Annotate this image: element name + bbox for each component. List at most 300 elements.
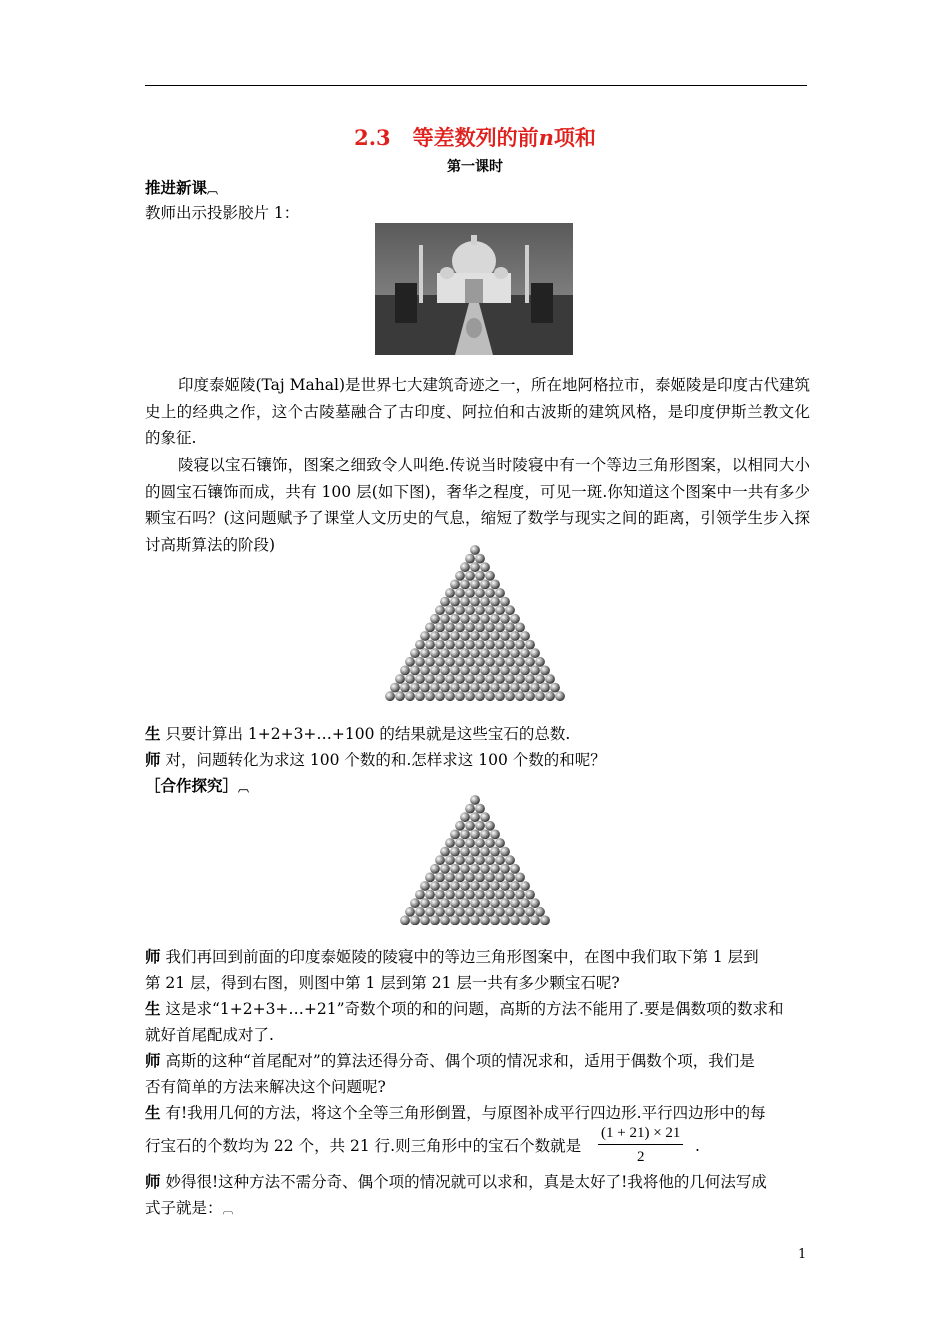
gem-circle [510, 614, 520, 624]
gem-circle [505, 623, 515, 633]
gem-circle [455, 873, 465, 883]
gem-circle [495, 691, 505, 701]
gem-circle [450, 830, 460, 840]
gem-circle [455, 691, 465, 701]
gem-circle [440, 648, 450, 658]
gem-circle [500, 683, 510, 693]
gem-circle [440, 683, 450, 693]
gem-circle [495, 605, 505, 615]
gem-circle [425, 640, 435, 650]
gem-circle [420, 916, 430, 926]
gem-circle [485, 657, 495, 667]
formula-tail: . [695, 1137, 700, 1155]
dialogue-student-3b: 行宝石的个数均为 22 个，共 21 行.则三角形中的宝石个数就是 [145, 1137, 582, 1155]
gem-circle [485, 907, 495, 917]
gem-circle [415, 674, 425, 684]
gem-circle [460, 898, 470, 908]
gem-circle [485, 873, 495, 883]
gem-circle [460, 812, 470, 822]
gem-circle [465, 821, 475, 831]
gem-circle [535, 691, 545, 701]
gem-circle [465, 623, 475, 633]
gem-circle [410, 666, 420, 676]
gem-circle [485, 691, 495, 701]
gem-circle [495, 873, 505, 883]
gem-circle [520, 881, 530, 891]
gem-circle [430, 631, 440, 641]
gem-circle [460, 666, 470, 676]
gem-circle [465, 907, 475, 917]
gem-circle [420, 898, 430, 908]
gem-circle [405, 691, 415, 701]
gem-circle [490, 580, 500, 590]
gem-circle [450, 648, 460, 658]
gem-circle [445, 691, 455, 701]
gem-circle [470, 597, 480, 607]
gem-circle [485, 605, 495, 615]
gem-circle [450, 597, 460, 607]
gem-circle [500, 881, 510, 891]
gem-circle [385, 691, 395, 701]
gem-circle [510, 666, 520, 676]
gem-circle [510, 648, 520, 658]
gem-circle [440, 597, 450, 607]
gem-circle [395, 691, 405, 701]
gem-circle [505, 855, 515, 865]
gem-circle [500, 648, 510, 658]
gem-circle [480, 666, 490, 676]
dialogue-teacher-3b: 否有简单的方法来解决这个问题呢? [145, 1078, 386, 1096]
gem-triangle-large [384, 545, 566, 701]
gem-circle [465, 554, 475, 564]
gem-circle [500, 916, 510, 926]
gem-circle [475, 855, 485, 865]
gem-circle [445, 907, 455, 917]
gem-circle [505, 691, 515, 701]
gem-circle [500, 847, 510, 857]
gem-circle [515, 873, 525, 883]
gem-circle [540, 683, 550, 693]
gem-circle [470, 795, 480, 805]
gem-circle [425, 623, 435, 633]
gem-circle [475, 605, 485, 615]
gem-circle [435, 873, 445, 883]
gem-circle [510, 898, 520, 908]
gem-circle [420, 881, 430, 891]
page-number: 1 [798, 1247, 807, 1262]
gem-circle [460, 614, 470, 624]
gem-circle [505, 674, 515, 684]
gem-circle [435, 907, 445, 917]
gem-circle [435, 691, 445, 701]
gem-circle [525, 657, 535, 667]
gem-circle [480, 881, 490, 891]
gem-circle [415, 657, 425, 667]
gem-circle [515, 623, 525, 633]
gem-circle [430, 881, 440, 891]
gem-circle [465, 571, 475, 581]
gem-circle [500, 631, 510, 641]
gem-circle [395, 674, 405, 684]
gem-circle [420, 666, 430, 676]
gem-circle [480, 614, 490, 624]
gem-circle [465, 657, 475, 667]
dialogue-student-3a: 生 有!我用几何的方法，将这个全等三角形倒置，与原图补成平行四边形.平行四边形中的每 [145, 1103, 766, 1122]
gem-circle [455, 838, 465, 848]
dialogue-teacher-1: 师 对，问题转化为求这 100 个数的和.怎样求这 100 个数的和呢？ [145, 750, 606, 769]
gem-circle [490, 847, 500, 857]
gem-circle [450, 666, 460, 676]
gem-circle [475, 873, 485, 883]
gem-circle [405, 674, 415, 684]
gem-circle [485, 855, 495, 865]
gem-circle [490, 648, 500, 658]
gem-circle [410, 648, 420, 658]
gem-circle [440, 631, 450, 641]
gem-circle [400, 916, 410, 926]
gem-circle [510, 864, 520, 874]
page-subtitle: 第一课时 [447, 159, 503, 175]
gem-circle [465, 855, 475, 865]
gem-circle [455, 907, 465, 917]
gem-circle [545, 691, 555, 701]
gem-circle [450, 916, 460, 926]
gem-circle [465, 640, 475, 650]
formula-fraction [598, 1122, 683, 1169]
gem-triangle-small [399, 795, 551, 925]
gem-circle [405, 657, 415, 667]
paragraph-taj-mahal: 印度泰姬陵(Taj Mahal)是世界七大建筑奇迹之一，所在地阿格拉市，泰姬陵是印度古代建筑史上的经典之作，这个古陵墓融合了古印度、阿拉伯和古波斯的建筑风格，是印度伊斯兰教文化的象征. [145, 376, 810, 447]
gem-circle [520, 648, 530, 658]
gem-circle [470, 683, 480, 693]
gem-circle [535, 907, 545, 917]
gem-circle [470, 881, 480, 891]
gem-circle [530, 666, 540, 676]
gem-circle [515, 890, 525, 900]
gem-circle [480, 597, 490, 607]
gem-circle [510, 683, 520, 693]
gem-circle [470, 614, 480, 624]
gem-circle [460, 597, 470, 607]
gem-circle [430, 648, 440, 658]
gem-circle [500, 898, 510, 908]
gem-circle [530, 648, 540, 658]
gem-circle [515, 640, 525, 650]
gem-circle [475, 838, 485, 848]
gem-circle [475, 821, 485, 831]
gem-circle [520, 631, 530, 641]
gem-circle [455, 821, 465, 831]
gem-circle [500, 666, 510, 676]
gem-circle [445, 640, 455, 650]
gem-circle [505, 640, 515, 650]
section-heading-explore: ［合作探究］︹ [145, 776, 250, 795]
gem-circle [495, 838, 505, 848]
gem-circle [495, 657, 505, 667]
gem-circle [490, 830, 500, 840]
gem-circle [455, 640, 465, 650]
gem-circle [420, 648, 430, 658]
gem-circle [435, 890, 445, 900]
gem-circle [475, 571, 485, 581]
gem-circle [470, 545, 480, 555]
gem-circle [445, 605, 455, 615]
gem-circle [500, 864, 510, 874]
gem-circle [445, 623, 455, 633]
gem-circle [460, 847, 470, 857]
gem-circle [490, 614, 500, 624]
gem-circle [530, 898, 540, 908]
gem-circle [465, 674, 475, 684]
gem-circle [445, 855, 455, 865]
gem-circle [440, 614, 450, 624]
gem-circle [540, 916, 550, 926]
formula-numerator: (1 + 21) × 21 [598, 1122, 683, 1145]
gem-circle [440, 916, 450, 926]
gem-circle [470, 864, 480, 874]
gem-circle [435, 605, 445, 615]
gem-circle [445, 657, 455, 667]
gem-circle [525, 640, 535, 650]
gem-circle [435, 657, 445, 667]
gem-circle [475, 623, 485, 633]
gem-circle [455, 890, 465, 900]
gem-circle [465, 890, 475, 900]
gem-circle [460, 881, 470, 891]
gem-circle [460, 830, 470, 840]
gem-circle [490, 631, 500, 641]
gem-circle [475, 674, 485, 684]
gem-circle [470, 916, 480, 926]
gem-circle [425, 907, 435, 917]
gem-circle [415, 640, 425, 650]
gem-circle [495, 588, 505, 598]
gem-circle [450, 683, 460, 693]
gem-circle [410, 898, 420, 908]
gem-circle [445, 873, 455, 883]
gem-circle [410, 916, 420, 926]
gem-circle [480, 898, 490, 908]
gem-circle [445, 890, 455, 900]
gem-circle [465, 838, 475, 848]
taj-mahal-photo [375, 223, 573, 355]
gem-circle [490, 597, 500, 607]
gem-circle [430, 864, 440, 874]
gem-circle [490, 916, 500, 926]
gem-circle [460, 683, 470, 693]
dialogue-student-2b: 就好首尾配成对了. [145, 1026, 274, 1044]
gem-circle [470, 580, 480, 590]
gem-circle [535, 674, 545, 684]
gem-circle [480, 864, 490, 874]
gem-circle [520, 666, 530, 676]
gem-circle [435, 640, 445, 650]
gem-circle [470, 562, 480, 572]
gem-circle [485, 838, 495, 848]
gem-circle [500, 614, 510, 624]
gem-circle [480, 812, 490, 822]
gem-circle [420, 631, 430, 641]
gem-circle [425, 890, 435, 900]
gem-circle [470, 631, 480, 641]
gem-circle [550, 683, 560, 693]
gem-circle [460, 916, 470, 926]
gem-circle [480, 683, 490, 693]
gem-circle [415, 907, 425, 917]
dialogue-student-1: 生 只要计算出 1+2+3+…+100 的结果就是这些宝石的总数. [145, 724, 571, 743]
gem-circle [450, 881, 460, 891]
gem-circle [520, 898, 530, 908]
header-rule [145, 85, 807, 86]
gem-circle [480, 631, 490, 641]
gem-circle [485, 821, 495, 831]
gem-circle [475, 657, 485, 667]
gem-circle [455, 588, 465, 598]
dialogue-teacher-4a: 师 妙得很!这种方法不需分奇、偶个项的情况就可以求和，真是太好了!我将他的几何法写成 [145, 1172, 767, 1191]
gem-circle [520, 683, 530, 693]
gem-circle [505, 907, 515, 917]
gem-circle [450, 614, 460, 624]
gem-circle [455, 855, 465, 865]
paragraph-gem-pattern: 陵寝以宝石镶饰，图案之细致令人叫绝.传说当时陵寝中有一个等边三角形图案，以相同大小的圆宝石镶饰而成，共有 100 层(如下图)，奢华之程度，可见一斑.你知道这个图案中一共有多少颗宝石吗？(这问题赋予了课堂人文历史的气息，缩短了数学与现实之间的距离，引领学生步入探讨高斯算法的阶段) [145, 456, 810, 554]
gem-circle [465, 605, 475, 615]
gem-circle [485, 640, 495, 650]
gem-circle [440, 881, 450, 891]
dialogue-teacher-2a: 师 我们再回到前面的印度泰姬陵的陵寝中的等边三角形图案中，在图中我们取下第 1 层到 [145, 947, 759, 966]
gem-circle [460, 562, 470, 572]
gem-circle [430, 614, 440, 624]
gem-circle [435, 623, 445, 633]
gem-circle [450, 898, 460, 908]
gem-circle [475, 640, 485, 650]
intro-text: 教师出示投影胶片 1： [145, 204, 300, 222]
gem-circle [495, 890, 505, 900]
gem-circle [460, 864, 470, 874]
gem-circle [440, 898, 450, 908]
gem-circle [510, 631, 520, 641]
gem-circle [480, 916, 490, 926]
formula-denominator: 2 [636, 1149, 645, 1165]
gem-circle [410, 683, 420, 693]
gem-circle [485, 890, 495, 900]
gem-circle [455, 657, 465, 667]
gem-circle [515, 907, 525, 917]
gem-circle [415, 691, 425, 701]
gem-circle [460, 631, 470, 641]
gem-circle [420, 683, 430, 693]
gem-circle [530, 683, 540, 693]
gem-circle [485, 588, 495, 598]
gem-circle [440, 864, 450, 874]
gem-circle [505, 605, 515, 615]
gem-circle [455, 605, 465, 615]
gem-circle [425, 691, 435, 701]
gem-circle [405, 907, 415, 917]
gem-circle [505, 873, 515, 883]
gem-circle [430, 666, 440, 676]
gem-circle [430, 916, 440, 926]
gem-circle [450, 580, 460, 590]
gem-circle [465, 804, 475, 814]
gem-circle [475, 588, 485, 598]
gem-circle [480, 847, 490, 857]
gem-circle [470, 812, 480, 822]
gem-circle [495, 855, 505, 865]
gem-circle [455, 571, 465, 581]
gem-circle [435, 855, 445, 865]
gem-circle [495, 674, 505, 684]
gem-circle [525, 907, 535, 917]
gem-circle [430, 898, 440, 908]
gem-circle [450, 864, 460, 874]
gem-circle [475, 554, 485, 564]
gem-circle [465, 873, 475, 883]
page-title: 2.3 等差数列的前n项和 [354, 125, 596, 150]
dialogue-student-2a: 生 这是求“1+2+3+…+21”奇数个项的和的问题，高斯的方法不能用了.要是偶数项的数求和 [145, 999, 784, 1018]
gem-circle [470, 847, 480, 857]
gem-circle [445, 838, 455, 848]
gem-circle [475, 907, 485, 917]
gem-circle [390, 683, 400, 693]
gem-circle [450, 631, 460, 641]
gem-circle [455, 674, 465, 684]
gem-circle [480, 648, 490, 658]
dialogue-teacher-3a: 师 高斯的这种“首尾配对”的算法还得分奇、偶个项的情况求和，适用于偶数个项，我们是 [145, 1051, 755, 1070]
gem-circle [440, 666, 450, 676]
gem-circle [475, 890, 485, 900]
gem-circle [470, 830, 480, 840]
gem-circle [555, 691, 565, 701]
gem-circle [425, 674, 435, 684]
dialogue-teacher-2b: 第 21 层，得到右图，则图中第 1 层到第 21 层一共有多少颗宝石呢? [145, 974, 620, 992]
gem-circle [545, 674, 555, 684]
gem-circle [445, 588, 455, 598]
gem-circle [450, 847, 460, 857]
gem-circle [490, 881, 500, 891]
gem-circle [430, 683, 440, 693]
gem-circle [505, 890, 515, 900]
gem-circle [495, 907, 505, 917]
gem-circle [535, 657, 545, 667]
gem-circle [425, 873, 435, 883]
gem-circle [415, 890, 425, 900]
gem-circle [525, 674, 535, 684]
gem-circle [470, 666, 480, 676]
gem-circle [495, 640, 505, 650]
gem-circle [480, 830, 490, 840]
gem-circle [435, 674, 445, 684]
gem-circle [515, 674, 525, 684]
gem-circle [455, 623, 465, 633]
gem-circle [500, 597, 510, 607]
section-heading: 推进新课︹ [145, 178, 219, 197]
gem-circle [400, 683, 410, 693]
gem-circle [425, 657, 435, 667]
gem-circle [525, 691, 535, 701]
gem-circle [540, 666, 550, 676]
gem-circle [515, 657, 525, 667]
gem-circle [475, 691, 485, 701]
gem-circle [480, 580, 490, 590]
gem-circle [465, 588, 475, 598]
gem-circle [505, 657, 515, 667]
gem-circle [445, 674, 455, 684]
gem-circle [460, 648, 470, 658]
gem-circle [460, 580, 470, 590]
gem-circle [470, 648, 480, 658]
gem-circle [485, 674, 495, 684]
gem-circle [490, 683, 500, 693]
